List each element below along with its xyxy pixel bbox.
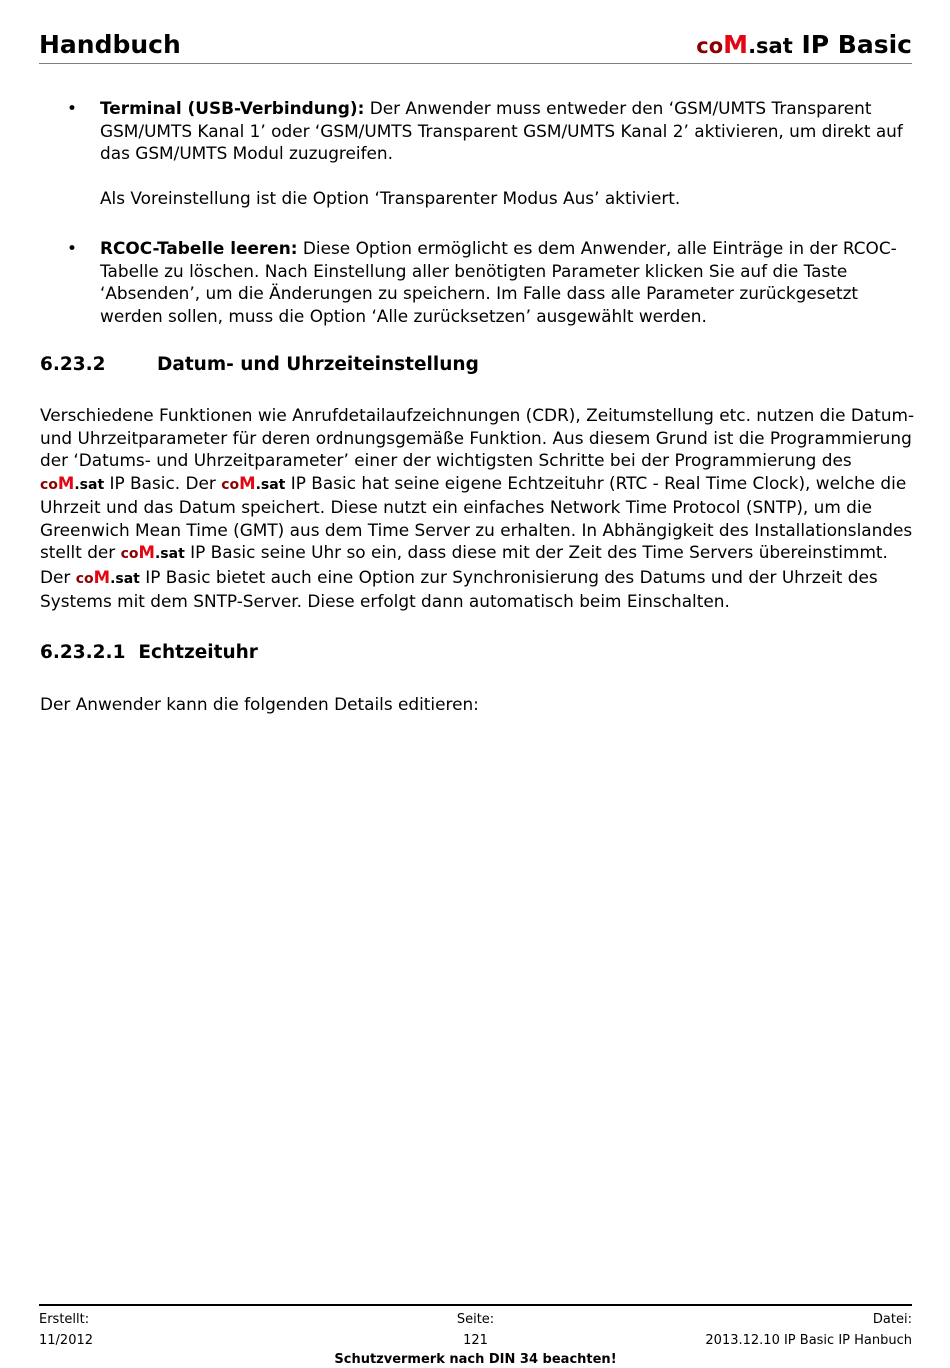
page-footer bbox=[39, 1304, 912, 1367]
section-number: 6.23.2 bbox=[40, 354, 106, 375]
bullet-text: Diese Option ermöglicht es dem Anwender, alle Einträge in der RCOC-Tabelle zu löschen. Nach Einstellung aller benötigten Parameter klicken Sie auf die Taste ‘Absenden’, um die Änderungen zu speichern. Im Falle dass alle Parameter zurückgesetzt werden sollen, muss die Option ‘Alle zurücksetzen’ ausgewählt werden. bbox=[100, 238, 897, 326]
footer-page-label: Seite: bbox=[456, 1312, 495, 1327]
brand-logo: coM.sat bbox=[40, 473, 105, 493]
section-title: Datum- und Uhrzeiteinstellung bbox=[157, 354, 479, 375]
page-content bbox=[40, 97, 915, 715]
subsection-body: Der Anwender kann die folgenden Details editieren: bbox=[40, 693, 479, 714]
bullet-label: RCOC-Tabelle leeren: bbox=[100, 238, 298, 258]
subsection-heading bbox=[40, 641, 915, 665]
bullet-text: Der Anwender muss entweder den ‘GSM/UMTS Transparent GSM/UMTS Kanal 1’ oder ‘GSM/UMTS Transparent GSM/UMTS Kanal 2’ aktivieren, um direkt auf das GSM/UMTS Modul zuzugreifen. bbox=[100, 98, 903, 163]
subsection-title: Echtzeituhr bbox=[138, 641, 258, 663]
header-title: Handbuch bbox=[39, 30, 181, 59]
footer-file-value: 2013.12.10 IP Basic IP Hanbuch bbox=[705, 1333, 912, 1348]
subsection-number: 6.23.2.1 bbox=[40, 641, 126, 663]
header-product: IP Basic bbox=[801, 30, 912, 59]
footer-file-label: Datei: bbox=[872, 1312, 912, 1327]
brand-logo: coM.sat bbox=[696, 30, 793, 59]
bullet-icon: • bbox=[67, 238, 77, 258]
footer-page-number: 121 bbox=[463, 1333, 488, 1348]
header-brand bbox=[696, 30, 912, 61]
section-heading bbox=[40, 353, 915, 377]
bullet-terminal bbox=[40, 97, 915, 165]
footer-created-label: Erstellt: bbox=[39, 1312, 90, 1327]
bullet-note: Als Voreinstellung ist die Option ‘Transparenter Modus Aus’ aktiviert. bbox=[100, 187, 681, 208]
brand-logo: coM.sat bbox=[120, 543, 185, 562]
bullet-label: Terminal (USB-Verbindung): bbox=[100, 98, 365, 118]
bullet-rcoc bbox=[40, 237, 915, 327]
bullet-icon: • bbox=[67, 98, 77, 118]
brand-logo: coM.sat bbox=[221, 473, 286, 493]
section-body: Verschiedene Funktionen wie Anrufdetailaufzeichnungen (CDR), Zeitumstellung etc. nutzen die Datum- und Uhrzeitparameter für deren ordnungsgemäße Funktion. Aus diesem Grund ist die Programmierung der ‘Datums- und Uhrzeitparameter’ einer der wichtigsten Schritte bei der Programmierung des coM.sat IP Basic. Der coM.sat IP Basic hat seine eigene Echtzeituhr (RTC - Real Time Clock), welche die Uhrzeit und das Datum speichert. Diese nutzt ein einfaches Network Time Protocol (SNTP), um die Greenwich Mean Time (GMT) aus dem Time Server zu erhalten. In Abhängigkeit des Installationslandes stellt der coM.sat IP Basic seine Uhr so ein, dass diese mit der Zeit des Time Servers übereinstimmt. Der coM.sat IP Basic bietet auch eine Option zur Synchronisierung des Datums und der Uhrzeit des Systems mit dem SNTP-Server. Diese erfolgt dann automatisch beim Einschalten. bbox=[40, 405, 915, 611]
page-header bbox=[39, 28, 912, 64]
footer-file bbox=[705, 1312, 912, 1349]
brand-logo: coM.sat bbox=[75, 567, 140, 587]
footer-created-value: 11/2012 bbox=[39, 1333, 94, 1348]
footer-notice: Schutzvermerk nach DIN 34 beachten! bbox=[334, 1352, 617, 1367]
